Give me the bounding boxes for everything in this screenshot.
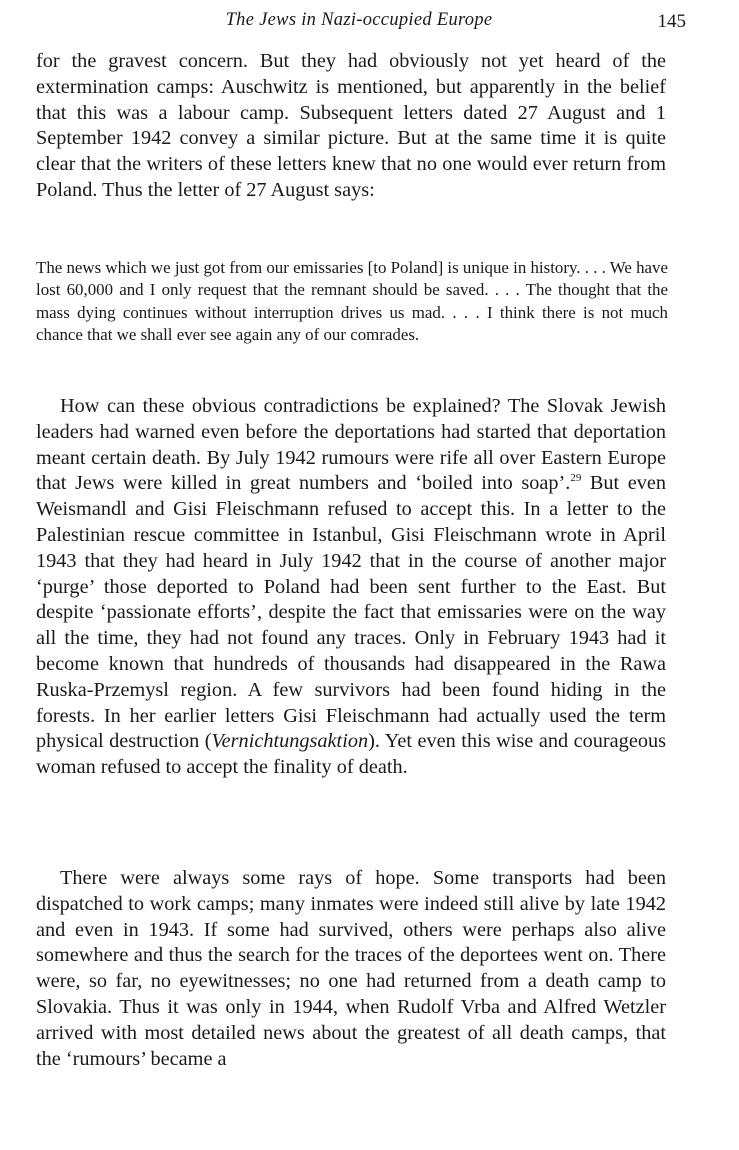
running-head [34,10,684,40]
paragraph-2-text-c: ). Yet even this wise and courageous woman refused to accept the finality of death. [36,730,666,779]
running-title: The Jews in Nazi-occupied Europe [225,10,493,30]
paragraph-2 [36,394,666,781]
paragraph-2-text-b: But even Weismandl and Gisi Fleischmann refused to accept this. In a letter to the Palestinian rescue committee in Istanbul, Gisi Fleischmann wrote in April 1943 that they had heard in July 1942 that in the course of another major ‘purge’ those deported to Poland had been sent further to the East. But despite ‘passionate efforts’, despite the fact that emissaries were on the way all the time, they had not found any traces. Only in February 1943 had it become known that hundreds of thousands had disappeared in the Rawa Ruska-Przemysl region. A few survivors had been found hiding in the forests. In her earlier letters Gisi Fleischmann had actually used the term physical destruction ( [36,472,667,753]
paragraph-3: There were always some rays of hope. Some transports had been dispatched to work camps; many inmates were indeed still alive by late 1942 and even in 1943. If some had survived, others were perhaps also alive somewhere and thus the search for the traces of the deportees went on. There were, so far, no eyewitnesses; no one had returned from a death camp to Slovakia. Thus it was only in 1944, when Rudolf Vrba and Alfred Wetzler arrived with most detailed news about the greatest of all death camps, that the ‘rumours’ became a [36,867,666,1070]
block-quotation: The news which we just got from our emissaries [to Poland] is unique in history. . . . We have lost 60,000 and I only request that the remnant should be saved. . . . The thought that the mass dying continues without interruption drives us mad. . . . I think there is not much chance that we shall ever see again any of our comrades. [36,258,668,344]
footnote-reference: 29 [570,472,582,485]
paragraph-1: for the gravest concern. But they had obviously not yet heard of the extermination camps: Auschwitz is mentioned, but apparently in the belief that this was a labour camp. Subsequent letters dated 27 August and 1 September 1942 convey a similar picture. But at the same time it is quite clear that the writers of these letters knew that no one would ever return from Poland. Thus the letter of 27 August says: [36,50,666,201]
page-number: 145 [657,11,686,32]
paragraph-2-text-a: How can these obvious contradictions be explained? The Slovak Jewish leaders had warned even before the deportations had started that deportation meant certain death. By July 1942 rumours were rife all over Eastern Europe that Jews were killed in great numbers and ‘boiled into soap’. [36,395,666,495]
italic-term: Vernichtungsaktion [211,730,369,753]
